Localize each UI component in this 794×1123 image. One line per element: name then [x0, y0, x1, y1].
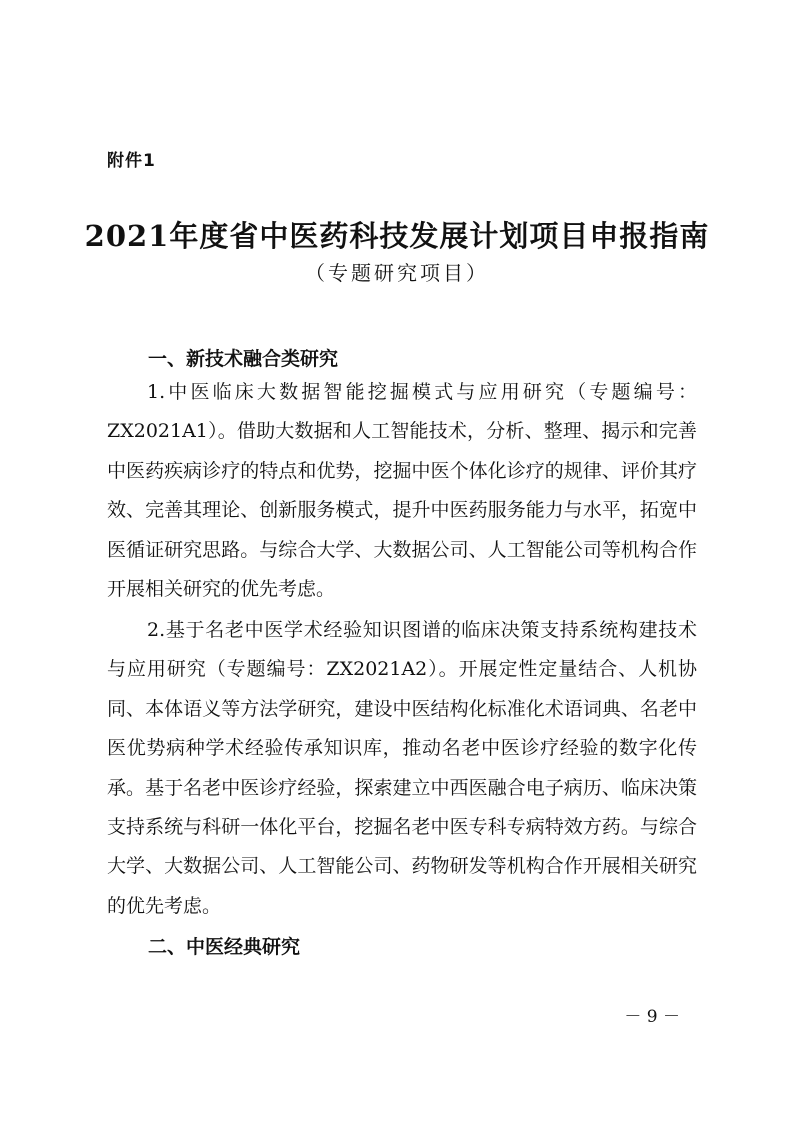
paragraph-2: 2.基于名老中医学术经验知识图谱的临床决策支持系统构建技术与应用研究（专题编号：ZX2021A2）。开展定性定量结合、人机协同、本体语义等方法学研究，建设中医结构化标准化术语词典、名老中医优势病种学术经验传承知识库，推动名老中医诊疗经验的数字化传承。基于名老中医诊疗经验，探索建立中西医融合电子病历、临床决策支持系统与科研一体化平台，挖掘名老中医专科专病特效方药。与综合大学、大数据公司、人工智能公司、药物研发等机构合作开展相关研究的优先考虑。 — [107, 619, 697, 917]
paragraph-1: 1.中医临床大数据智能挖掘模式与应用研究（专题编号：ZX2021A1）。借助大数据和人工智能技术，分析、整理、揭示和完善中医药疾病诊疗的特点和优势，挖掘中医个体化诊疗的规律、评价其疗效、完善其理论、创新服务模式，提升中医药服务能力与水平，拓宽中医循证研究思路。与综合大学、大数据公司、人工智能公司等机构合作开展相关研究的优先考虑。 — [107, 381, 697, 601]
document-subtitle: （专题研究项目） — [305, 261, 489, 285]
attachment-label: 附件1 — [107, 151, 156, 171]
page-number: － 9 － — [624, 1007, 680, 1027]
section-heading-2: 二、中医经典研究 — [148, 936, 301, 958]
section-heading-1: 一、新技术融合类研究 — [148, 348, 339, 370]
document-title: 2021年度省中医药科技发展计划项目申报指南 — [84, 219, 710, 253]
